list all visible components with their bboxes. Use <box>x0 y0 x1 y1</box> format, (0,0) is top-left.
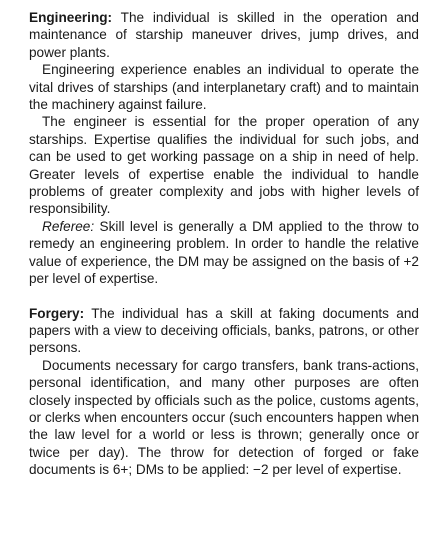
engineering-intro-text: The individual is skilled in the operation and maintenance of starship maneuver drives, jump drives, and power plants. <box>29 10 419 60</box>
engineering-paragraph-operation: Engineering experience enables an individual to operate the vital drives of starships (and interplanetary craft) and to maintain the machinery against failure. <box>29 62 419 113</box>
forgery-paragraph-documents: Documents necessary for cargo transfers, bank trans-actions, personal identification, and many other purposes are often closely inspected by officials such as the police, customs agents, or clerks when encounters occur (such encounters happen when the law level for a world or less is thrown; generally once or twice per day). The throw for detection of forged or fake documents is 6+; DMs to be applied: −2 per level of expertise. <box>29 357 419 478</box>
skill-heading-engineering: Engineering: <box>29 10 113 25</box>
engineering-paragraph-expertise: The engineer is essential for the proper operation of any starships. Expertise qualifies the individual for such jobs, and can be used to get working passage on a ship in need of help. Greater levels of expertise enable the individual to handle problems of greater complexity and jobs with higher levels of responsibility. <box>29 114 419 217</box>
forgery-intro-text: The individual has a skill at faking documents and papers with a view to deceiving officials, banks, patrons, or other persons. <box>29 305 419 356</box>
engineering-intro-paragraph <box>29 9 419 61</box>
referee-label: Referee: <box>42 218 95 234</box>
engineering-referee-paragraph <box>29 218 419 288</box>
skill-heading-forgery: Forgery: <box>29 305 85 321</box>
skill-entry-engineering <box>29 9 419 288</box>
skill-entry-forgery <box>29 305 419 479</box>
engineering-referee-text: Skill level is generally a DM applied to the throw to remedy an engineering problem. In order to handle the relative value of experience, the DM may be assigned on the basis of +2 per level of expertise. <box>29 218 419 287</box>
document-page <box>29 9 419 479</box>
forgery-intro-paragraph <box>29 305 419 357</box>
